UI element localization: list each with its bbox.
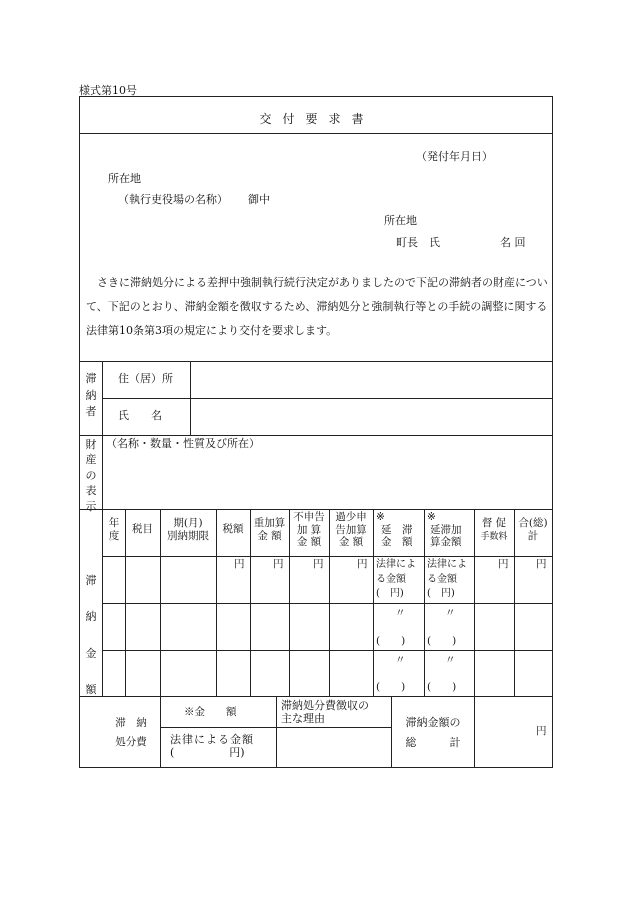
- paren-blank: ( ): [427, 681, 457, 693]
- col-total: 合(総) 計: [518, 517, 548, 542]
- paren-blank: ( ): [376, 681, 406, 693]
- property-hint: （名称・数量・性質及び所在）: [106, 437, 260, 450]
- col-tax-amount: 税額: [222, 523, 244, 535]
- sender-seal: 名 回: [500, 236, 526, 249]
- disposal-fee-legal-label: 法律による金額 ( 円): [170, 733, 254, 760]
- divider: [80, 133, 552, 134]
- sender-location: 所在地: [384, 214, 417, 227]
- yen-unit: 円: [234, 558, 245, 570]
- yen-unit: 円: [498, 558, 509, 570]
- disposal-fee-reason-label: 滞納処分費徴収の 主な理由: [281, 699, 369, 726]
- col-heavy-addition: 重加算 金 額: [253, 517, 286, 542]
- request-paragraph: さきに滞納処分による差押中強制執行続行決定がありましたので下記の滞納者の財産について、下記のとおり、滞納金額を徴収するため、滞納処分と強制執行等との手続の調整に関する法律第10条第3項の規定により交付を要求します。: [86, 276, 548, 337]
- form-title: 交付要求書: [259, 112, 375, 126]
- recipient-name: （執行吏役場の名称）: [118, 193, 228, 206]
- amount-label: 滞納金額: [85, 574, 97, 696]
- ditto-mark: 〃: [395, 607, 406, 619]
- col-tax-item: 税目: [132, 523, 153, 535]
- yen-unit: 円: [357, 558, 368, 570]
- recipient-location: 所在地: [108, 172, 141, 185]
- request-form: [79, 96, 553, 768]
- legal-amount-delinquency: 法律による金額 ( 円): [376, 559, 416, 599]
- address-label: 住（居）所: [118, 372, 173, 385]
- col-period: 期(月) 別納期限: [167, 517, 209, 542]
- col-year: 年 度: [108, 517, 120, 542]
- name-label: 氏 名: [118, 409, 162, 422]
- col-dunning-fee: 督 促 手数料: [480, 517, 508, 542]
- col-no-filing-addition: 不申告 加 算 金 額: [293, 511, 325, 549]
- yen-unit: 円: [313, 558, 324, 570]
- ditto-mark: 〃: [395, 654, 406, 666]
- recipient-honorific: 御中: [248, 193, 270, 206]
- col-under-filing-addition: 過少申 告加算 金 額: [335, 511, 367, 549]
- col-delinquency-amount: ※ 延 滞 金 額: [376, 511, 413, 549]
- total-yen: 円: [536, 725, 547, 737]
- divider: [80, 361, 552, 362]
- form-number: 様式第10号: [79, 84, 137, 97]
- paren-blank: ( ): [376, 635, 406, 647]
- legal-amount-addition: 法律による金額 ( 円): [427, 559, 467, 599]
- disposal-fee-amount-label: ※金 額: [184, 706, 237, 718]
- disposal-fee-label: 滞 納 処分費: [115, 717, 147, 748]
- delinquent-label: 滞納者: [85, 372, 97, 418]
- yen-unit: 円: [273, 558, 284, 570]
- issue-date: （発付年月日）: [416, 150, 493, 163]
- paren-blank: ( ): [427, 635, 457, 647]
- sender-title: 町長 氏: [396, 236, 440, 249]
- col-delinquency-addition: ※ 延滞加 算金額: [427, 511, 462, 549]
- ditto-mark: 〃: [445, 607, 456, 619]
- yen-unit: 円: [536, 558, 547, 570]
- total-delinquency-label: 滞納金額の 総 計: [405, 716, 461, 749]
- ditto-mark: 〃: [445, 654, 456, 666]
- property-label: 財産の表示: [85, 438, 97, 513]
